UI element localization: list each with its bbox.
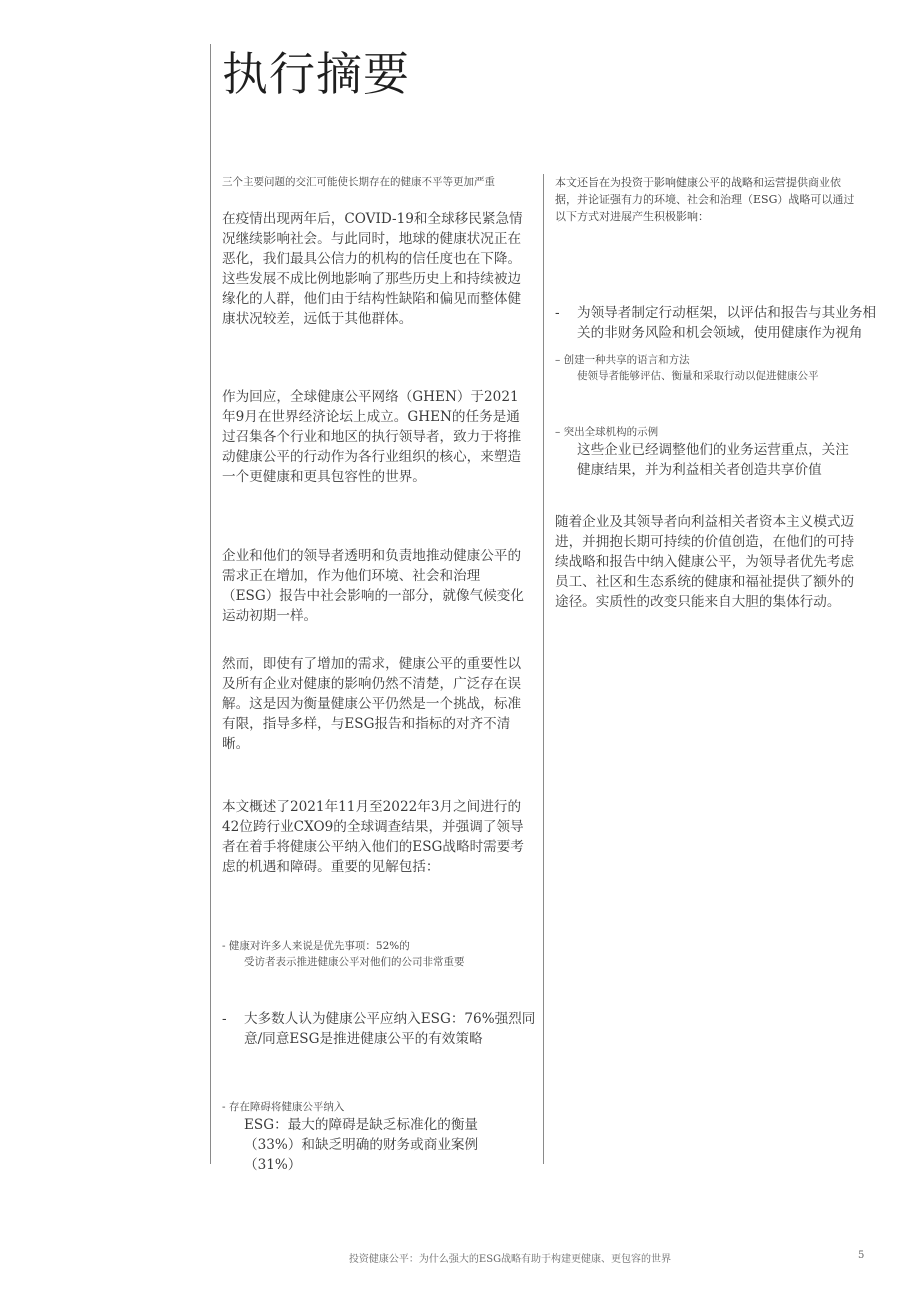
paragraph-demand: 企业和他们的领导者透明和负责地推动健康公平的需求正在增加，作为他们环境、社会和治理（ESG）报告中社会影响的一部分，就像气候变化运动初期一样。 bbox=[222, 548, 524, 624]
insight-priority-rest: 受访者表示推进健康公平对他们的公司非常重要 bbox=[244, 956, 465, 968]
bullet-dash: - bbox=[222, 1011, 227, 1027]
paragraph-survey: 本文概述了2021年11月至2022年3月之间进行的42位跨行业CXO9的全球调查结果，并强调了领导者在着手将健康公平纳入他们的ESG战略时需要考虑的机遇和障碍。重要的见解包括： bbox=[222, 799, 524, 875]
insight-priority-head: - 健康对许多人来说是优先事项：52%的 bbox=[222, 940, 410, 952]
benefit-examples bbox=[555, 424, 857, 480]
paragraph-ghen: 作为回应，全球健康公平网络（GHEN）于2021年9月在世界经济论坛上成立。GHEN的任务是通过召集各个行业和地区的执行领导者，致力于将推动健康公平的行动作为各行业组织的核心，来塑造一个更健康和更具包容性的世界。 bbox=[222, 389, 522, 485]
insight-esg-inclusion-text: 大多数人认为健康公平应纳入ESG：76%强烈同意/同意ESG是推进健康公平的有效策略 bbox=[244, 1011, 536, 1047]
benefit-examples-rest: 这些企业已经调整他们的业务运营重点，关注健康结果，并为利益相关者创造共享价值 bbox=[577, 442, 849, 478]
benefit-framework bbox=[555, 303, 879, 343]
insight-priority bbox=[222, 938, 528, 970]
benefit-shared-language-rest: 使领导者能够评估、衡量和采取行动以促进健康公平 bbox=[577, 370, 819, 382]
benefit-shared-language bbox=[555, 352, 857, 384]
right-intro: 本文还旨在为投资于影响健康公平的战略和运营提供商业依据，并论证强有力的环境、社会和治理（ESG）战略可以通过以下方式对进展产生积极影响： bbox=[555, 176, 855, 223]
page-number: 5 bbox=[858, 1250, 865, 1261]
page-title: 执行摘要 bbox=[222, 47, 410, 101]
left-margin-rule bbox=[210, 44, 211, 1164]
benefit-framework-text: 为领导者制定行动框架，以评估和报告与其业务相关的非财务风险和机会领域，使用健康作为视角 bbox=[577, 305, 877, 341]
paragraph-challenge: 然而，即使有了增加的需求，健康公平的重要性以及所有企业对健康的影响仍然不清楚，广泛存在误解。这是因为衡量健康公平仍然是一个挑战，标准有限，指导多样，与ESG报告和指标的对齐不清晰。 bbox=[222, 656, 522, 752]
section-subtitle: 三个主要问题的交汇可能使长期存在的健康不平等更加严重 bbox=[222, 176, 495, 188]
insight-barriers bbox=[222, 1099, 528, 1175]
footer-title: 投资健康公平：为什么强大的ESG战略有助于构建更健康、更包容的世界 bbox=[348, 1254, 672, 1265]
insight-barriers-rest: ESG：最大的障碍是缺乏标准化的衡量（33%）和缺乏明确的财务或商业案例（31%） bbox=[244, 1117, 479, 1173]
bullet-dash: - bbox=[555, 305, 560, 321]
paragraph-pandemic: 在疫情出现两年后，COVID-19和全球移民紧急情况继续影响社会。与此同时，地球的健康状况正在恶化，我们最具公信力的机构的信任度也在下降。这些发展不成比例地影响了那些历史上和持续被边缘化的人群，他们由于结构性缺陷和偏见而整体健康状况较差，远低于其他群体。 bbox=[222, 211, 523, 327]
benefit-shared-language-head: – 创建一种共享的语言和方法 bbox=[555, 354, 690, 366]
closing-paragraph: 随着企业及其领导者向利益相关者资本主义模式迈进，并拥抱长期可持续的价值创造，在他们的可持续战略和报告中纳入健康公平，为领导者优先考虑员工、社区和生态系统的健康和福祉提供了额外的途径。实质性的改变只能来自大胆的集体行动。 bbox=[555, 514, 855, 610]
insight-barriers-head: - 存在障碍将健康公平纳入 bbox=[222, 1101, 345, 1113]
insight-esg-inclusion bbox=[222, 1009, 550, 1049]
benefit-examples-head: – 突出全球机构的示例 bbox=[555, 426, 659, 438]
